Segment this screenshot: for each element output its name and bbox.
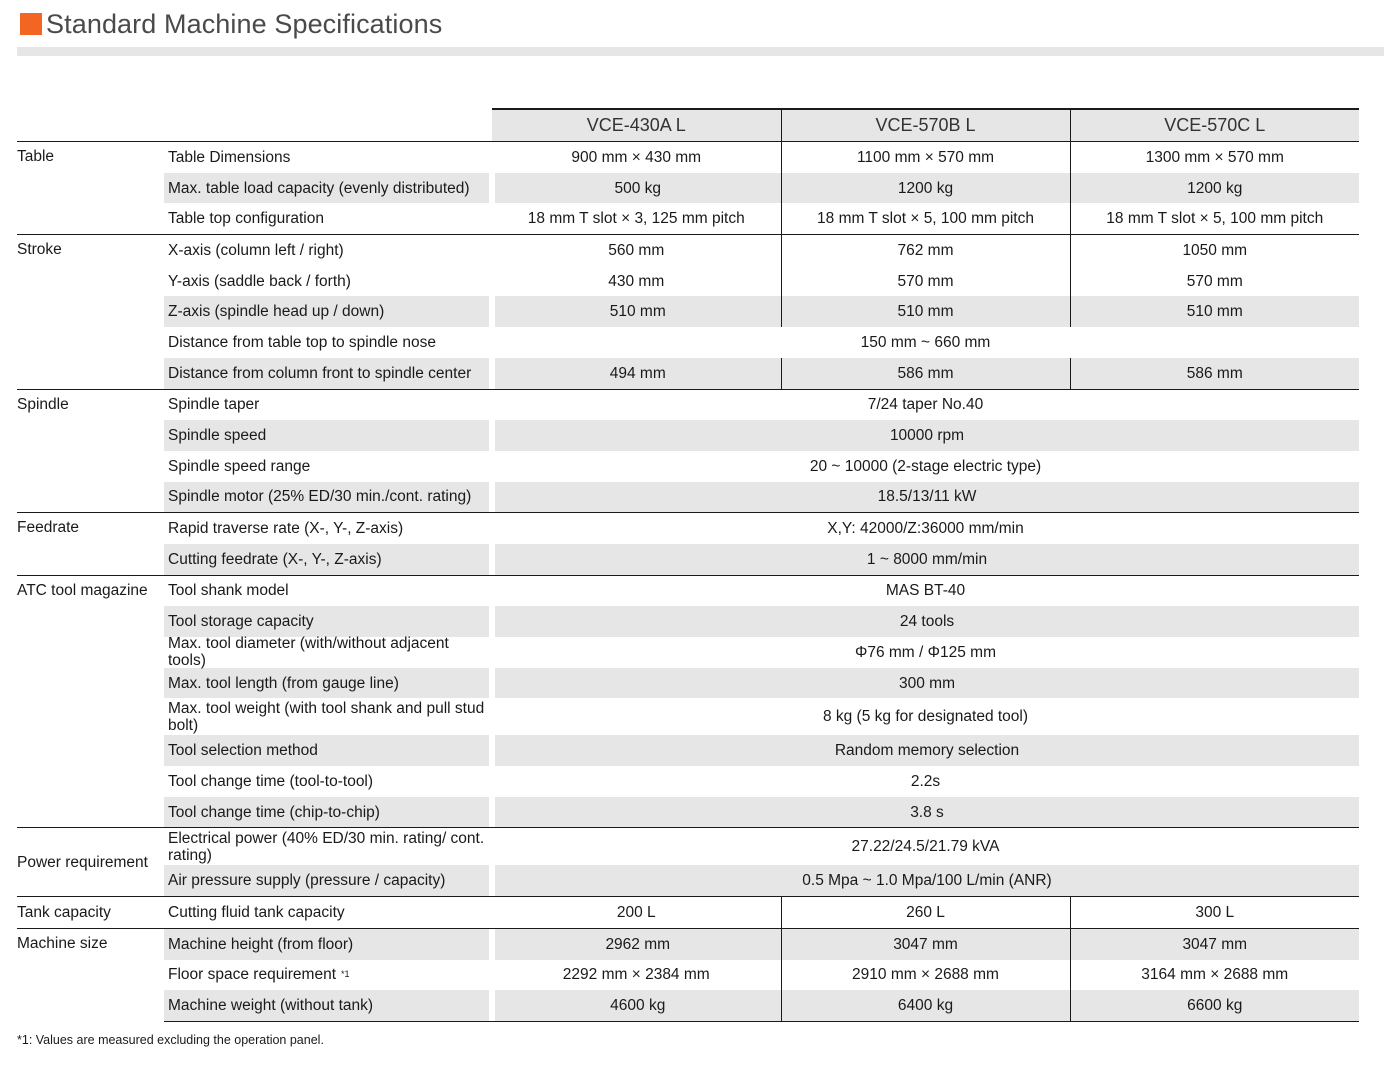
spec-value: 200 L bbox=[616, 903, 656, 921]
spec-row bbox=[17, 451, 1359, 482]
spec-label-cell bbox=[164, 797, 492, 828]
footnote: *1: Values are measured excluding the operation panel. bbox=[17, 1033, 324, 1047]
spec-value: 2910 mm × 2688 mm bbox=[852, 966, 999, 984]
model-header-1: VCE-430A L bbox=[492, 109, 781, 142]
spec-value-model-1 bbox=[492, 897, 781, 929]
spec-label: Cutting fluid tank capacity bbox=[168, 903, 345, 921]
spec-value: 6400 kg bbox=[782, 990, 1070, 1021]
spec-value: 18 mm T slot × 5, 100 mm pitch bbox=[1106, 210, 1324, 228]
spec-label-cell bbox=[164, 266, 492, 297]
spec-row bbox=[17, 897, 1359, 929]
spec-value: 560 mm bbox=[608, 241, 665, 259]
category-label: Table bbox=[17, 142, 164, 235]
spec-value: 500 kg bbox=[495, 173, 781, 204]
spec-row bbox=[17, 203, 1359, 234]
spec-label-cell bbox=[164, 173, 492, 204]
spec-value-model-2 bbox=[781, 142, 1070, 173]
spec-label: Air pressure supply (pressure / capacity) bbox=[168, 872, 446, 890]
spec-value: 570 mm bbox=[1186, 272, 1243, 290]
spec-value: 586 mm bbox=[1071, 358, 1360, 389]
spec-label: Tool storage capacity bbox=[168, 613, 314, 631]
spec-value: 300 L bbox=[1195, 903, 1235, 921]
spec-value: 494 mm bbox=[495, 358, 781, 389]
spec-value-model-2 bbox=[781, 897, 1070, 929]
spec-table-body bbox=[17, 109, 1359, 1021]
spec-row bbox=[17, 173, 1359, 204]
title-underline-bar bbox=[17, 47, 1384, 56]
spec-row bbox=[17, 735, 1359, 766]
spec-value-all-models bbox=[492, 606, 1359, 637]
spec-label: Table Dimensions bbox=[168, 148, 291, 166]
spec-value-all-models bbox=[492, 575, 1359, 606]
spec-row bbox=[17, 358, 1359, 389]
spec-label: Table top configuration bbox=[168, 210, 324, 228]
spec-row bbox=[17, 828, 1359, 866]
spec-label-cell bbox=[164, 513, 492, 544]
spec-label: Distance from table top to spindle nose bbox=[168, 333, 436, 351]
spec-value: 1 ~ 8000 mm/min bbox=[495, 544, 1359, 575]
spec-value: 3047 mm bbox=[1071, 929, 1360, 960]
spec-table bbox=[17, 108, 1359, 1022]
spec-value: 900 mm × 430 mm bbox=[571, 148, 702, 166]
spec-value-all-models bbox=[492, 766, 1359, 797]
spec-value: 510 mm bbox=[1071, 296, 1360, 327]
spec-value-model-3 bbox=[1070, 235, 1359, 266]
spec-value-all-models bbox=[492, 828, 1359, 866]
spec-value: 300 mm bbox=[495, 668, 1359, 699]
category-label: Feedrate bbox=[17, 513, 164, 575]
spec-value-all-models bbox=[492, 513, 1359, 544]
spec-value: 18 mm T slot × 3, 125 mm pitch bbox=[527, 210, 745, 228]
spec-label-cell bbox=[164, 828, 492, 866]
spec-value: 24 tools bbox=[495, 606, 1359, 637]
spec-row bbox=[17, 544, 1359, 575]
spec-value-model-1 bbox=[492, 960, 781, 991]
spec-row bbox=[17, 327, 1359, 358]
spec-row bbox=[17, 928, 1359, 959]
spec-value: 510 mm bbox=[495, 296, 781, 327]
spec-value-model-3 bbox=[1070, 960, 1359, 991]
spec-row bbox=[17, 266, 1359, 297]
spec-value-model-2 bbox=[781, 990, 1070, 1021]
spec-value-model-1 bbox=[492, 296, 781, 327]
category-label: Spindle bbox=[17, 389, 164, 513]
spec-value-model-2 bbox=[781, 235, 1070, 266]
spec-value: 762 mm bbox=[897, 241, 954, 259]
spec-value-model-3 bbox=[1070, 142, 1359, 173]
spec-row bbox=[17, 389, 1359, 420]
spec-value: 2.2s bbox=[910, 772, 941, 790]
spec-label-cell bbox=[164, 389, 492, 420]
spec-value-model-2 bbox=[781, 173, 1070, 204]
spec-label: Max. tool length (from gauge line) bbox=[168, 674, 399, 692]
spec-row bbox=[17, 575, 1359, 606]
spec-value: 3164 mm × 2688 mm bbox=[1141, 966, 1289, 984]
spec-label-cell bbox=[164, 420, 492, 451]
spec-row bbox=[17, 990, 1359, 1021]
spec-value: 1200 kg bbox=[782, 173, 1070, 204]
spec-value: 1050 mm bbox=[1182, 241, 1248, 259]
spec-value-all-models bbox=[492, 668, 1359, 699]
spec-label-cell bbox=[164, 990, 492, 1021]
spec-row bbox=[17, 668, 1359, 699]
spec-row bbox=[17, 698, 1359, 735]
spec-label-cell bbox=[164, 142, 492, 173]
spec-label-cell bbox=[164, 637, 492, 668]
spec-value: 260 L bbox=[906, 903, 945, 921]
spec-value-model-3 bbox=[1070, 266, 1359, 297]
spec-value-all-models bbox=[492, 698, 1359, 735]
category-label: Power requirement bbox=[17, 828, 164, 897]
spec-label-cell bbox=[164, 235, 492, 266]
spec-value-model-2 bbox=[781, 960, 1070, 991]
spec-value-model-3 bbox=[1070, 203, 1359, 234]
spec-value-model-1 bbox=[492, 235, 781, 266]
spec-label: Spindle motor (25% ED/30 min./cont. rating) bbox=[168, 488, 472, 506]
page-title-block bbox=[20, 8, 442, 40]
spec-value-all-models bbox=[492, 797, 1359, 828]
spec-value: 510 mm bbox=[782, 296, 1070, 327]
spec-value-all-models bbox=[492, 327, 1359, 358]
spec-value: MAS BT-40 bbox=[885, 582, 966, 600]
model-header-row bbox=[17, 109, 1359, 142]
spec-value-all-models bbox=[492, 544, 1359, 575]
spec-label: Max. table load capacity (evenly distributed) bbox=[168, 179, 470, 197]
spec-label: Max. tool diameter (with/without adjacent tools) bbox=[168, 635, 449, 670]
spec-value-model-3 bbox=[1070, 296, 1359, 327]
category-label: Machine size bbox=[17, 928, 164, 1021]
spec-label: Machine weight (without tank) bbox=[168, 997, 374, 1015]
spec-label: Floor space requirement bbox=[168, 966, 336, 984]
spec-value: 4600 kg bbox=[495, 990, 781, 1021]
spec-value-model-1 bbox=[492, 203, 781, 234]
page-title: Standard Machine Specifications bbox=[46, 8, 443, 39]
spec-value-all-models bbox=[492, 482, 1359, 513]
spec-label-cell bbox=[164, 735, 492, 766]
spec-value: Φ76 mm / Φ125 mm bbox=[854, 643, 996, 661]
spec-value: 1300 mm × 570 mm bbox=[1145, 148, 1284, 166]
spec-label: Spindle speed bbox=[168, 427, 267, 445]
spec-value: 3.8 s bbox=[495, 797, 1359, 828]
spec-value-model-2 bbox=[781, 266, 1070, 297]
spec-value-all-models bbox=[492, 389, 1359, 420]
category-label: Stroke bbox=[17, 235, 164, 389]
spec-label: Tool selection method bbox=[168, 742, 318, 760]
model-header-2: VCE-570B L bbox=[781, 109, 1070, 142]
spec-label: Distance from column front to spindle center bbox=[168, 364, 472, 382]
spec-value: 6600 kg bbox=[1071, 990, 1360, 1021]
spec-label-cell bbox=[164, 544, 492, 575]
spec-label-cell bbox=[164, 296, 492, 327]
spec-value-model-2 bbox=[781, 358, 1070, 389]
spec-value: 1200 kg bbox=[1071, 173, 1360, 204]
spec-label-cell bbox=[164, 928, 492, 959]
spec-value: 18 mm T slot × 5, 100 mm pitch bbox=[817, 210, 1034, 228]
spec-label: Electrical power (40% ED/30 min. rating/ cont. rating) bbox=[168, 829, 485, 864]
spec-row bbox=[17, 865, 1359, 896]
spec-value-model-1 bbox=[492, 142, 781, 173]
spec-label: Spindle speed range bbox=[168, 457, 311, 475]
spec-row bbox=[17, 420, 1359, 451]
spec-label-cell bbox=[164, 897, 492, 929]
spec-value-all-models bbox=[492, 451, 1359, 482]
category-label: Tank capacity bbox=[17, 897, 164, 929]
spec-value-model-1 bbox=[492, 928, 781, 959]
spec-label: Spindle taper bbox=[168, 396, 260, 414]
spec-value: 2962 mm bbox=[495, 929, 781, 960]
spec-label-cell bbox=[164, 451, 492, 482]
header-blank-cell bbox=[17, 109, 164, 142]
spec-label-cell bbox=[164, 358, 492, 389]
spec-value-all-models bbox=[492, 420, 1359, 451]
spec-value-model-3 bbox=[1070, 897, 1359, 929]
spec-value-model-3 bbox=[1070, 990, 1359, 1021]
spec-value: 27.22/24.5/21.79 kVA bbox=[851, 838, 1000, 856]
model-header-3: VCE-570C L bbox=[1070, 109, 1359, 142]
header-blank-cell bbox=[164, 109, 492, 142]
orange-square-marker bbox=[20, 13, 42, 35]
spec-label-cell bbox=[164, 960, 492, 991]
spec-label: Z-axis (spindle head up / down) bbox=[168, 303, 385, 321]
spec-value: 150 mm ~ 660 mm bbox=[860, 333, 991, 351]
spec-value-model-1 bbox=[492, 173, 781, 204]
spec-label-cell bbox=[164, 865, 492, 896]
spec-value: X,Y: 42000/Z:36000 mm/min bbox=[827, 520, 1024, 538]
spec-value-model-1 bbox=[492, 266, 781, 297]
spec-value-all-models bbox=[492, 735, 1359, 766]
spec-row bbox=[17, 513, 1359, 544]
spec-value: 1100 mm × 570 mm bbox=[856, 148, 995, 166]
spec-value-all-models bbox=[492, 637, 1359, 668]
spec-row bbox=[17, 766, 1359, 797]
spec-value: 3047 mm bbox=[782, 929, 1070, 960]
spec-value: 7/24 taper No.40 bbox=[867, 396, 984, 414]
spec-row bbox=[17, 606, 1359, 637]
spec-value: 20 ~ 10000 (2-stage electric type) bbox=[809, 457, 1042, 475]
spec-label-cell bbox=[164, 203, 492, 234]
spec-value-model-1 bbox=[492, 990, 781, 1021]
spec-row bbox=[17, 960, 1359, 991]
spec-label: Cutting feedrate (X-, Y-, Z-axis) bbox=[168, 550, 382, 568]
spec-value: 430 mm bbox=[608, 272, 665, 290]
spec-row bbox=[17, 797, 1359, 828]
spec-row bbox=[17, 482, 1359, 513]
spec-label: Tool shank model bbox=[168, 582, 289, 600]
spec-label-cell bbox=[164, 766, 492, 797]
spec-label-cell bbox=[164, 482, 492, 513]
spec-value-model-3 bbox=[1070, 358, 1359, 389]
spec-label: Rapid traverse rate (X-, Y-, Z-axis) bbox=[168, 520, 404, 538]
spec-label: Machine height (from floor) bbox=[168, 935, 354, 953]
spec-value: 2292 mm × 2384 mm bbox=[562, 966, 710, 984]
spec-value: 10000 rpm bbox=[495, 420, 1359, 451]
spec-label-cell bbox=[164, 327, 492, 358]
spec-value-model-2 bbox=[781, 928, 1070, 959]
spec-row bbox=[17, 235, 1359, 266]
spec-label-cell bbox=[164, 668, 492, 699]
spec-label: Tool change time (tool-to-tool) bbox=[168, 772, 374, 790]
spec-value: 570 mm bbox=[897, 272, 954, 290]
spec-value-model-1 bbox=[492, 358, 781, 389]
spec-value: 0.5 Mpa ~ 1.0 Mpa/100 L/min (ANR) bbox=[495, 865, 1359, 896]
spec-value-model-2 bbox=[781, 203, 1070, 234]
spec-label: Max. tool weight (with tool shank and pull stud bolt) bbox=[168, 699, 485, 734]
spec-value-model-3 bbox=[1070, 173, 1359, 204]
spec-value-model-3 bbox=[1070, 928, 1359, 959]
spec-value: 18.5/13/11 kW bbox=[495, 482, 1359, 513]
spec-label: Y-axis (saddle back / forth) bbox=[168, 272, 351, 290]
spec-value: 586 mm bbox=[782, 358, 1070, 389]
spec-label-cell bbox=[164, 575, 492, 606]
spec-value: Random memory selection bbox=[495, 735, 1359, 766]
footnote-marker: *1 bbox=[341, 969, 350, 980]
spec-row bbox=[17, 296, 1359, 327]
spec-label: Tool change time (chip-to-chip) bbox=[168, 803, 380, 821]
spec-value-all-models bbox=[492, 865, 1359, 896]
spec-label-cell bbox=[164, 606, 492, 637]
spec-label-cell bbox=[164, 698, 492, 735]
spec-value-model-2 bbox=[781, 296, 1070, 327]
spec-value: 8 kg (5 kg for designated tool) bbox=[822, 708, 1029, 726]
spec-row bbox=[17, 142, 1359, 173]
spec-label: X-axis (column left / right) bbox=[168, 241, 344, 259]
spec-row bbox=[17, 637, 1359, 668]
category-label: ATC tool magazine bbox=[17, 575, 164, 828]
